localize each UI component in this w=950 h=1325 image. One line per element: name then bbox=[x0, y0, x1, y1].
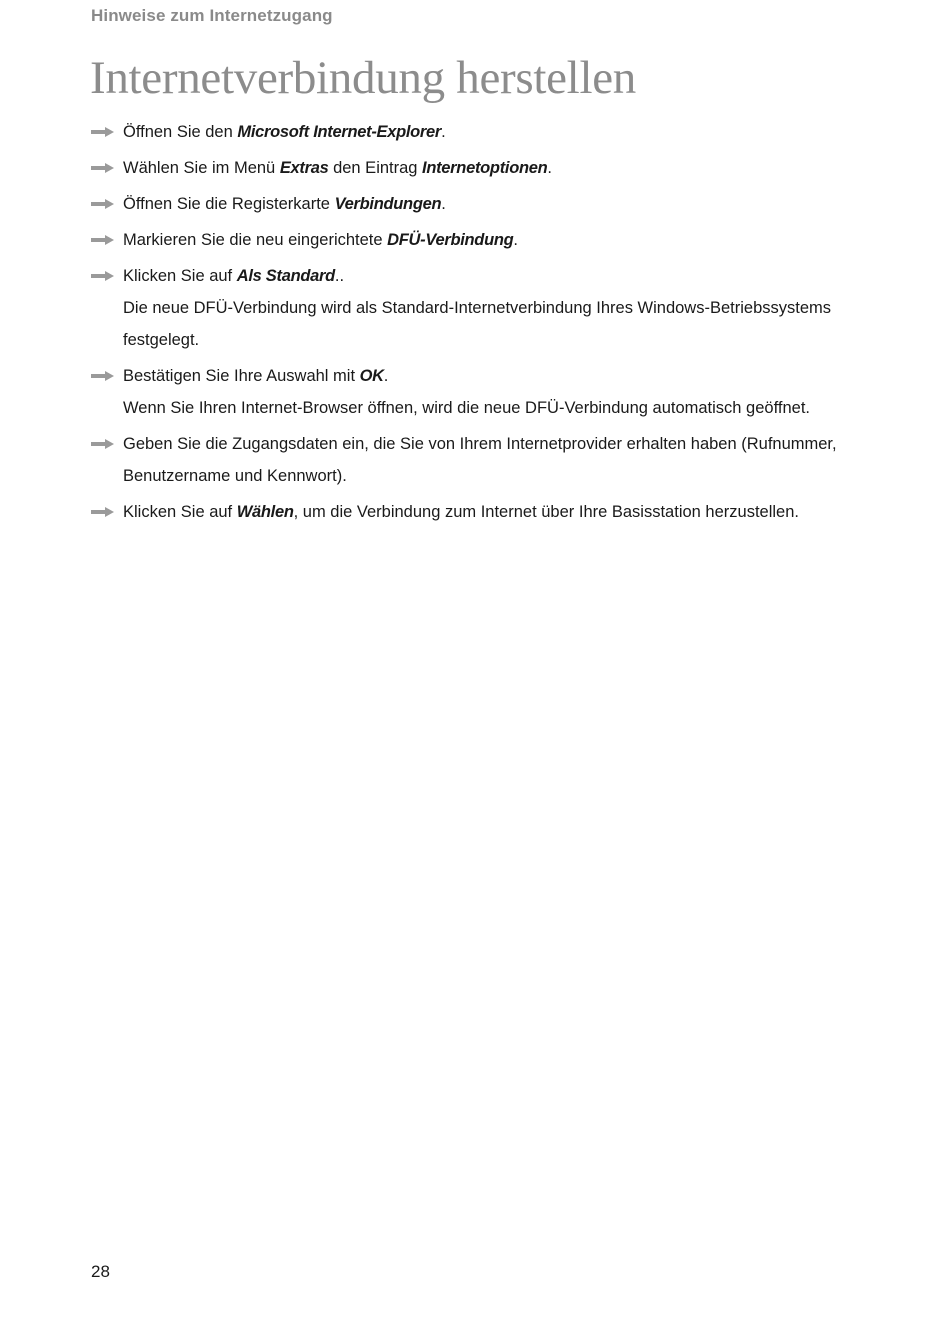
instruction-step bbox=[91, 224, 851, 256]
instruction-step bbox=[91, 496, 851, 528]
arrow-right-icon bbox=[91, 198, 115, 210]
instruction-step bbox=[91, 360, 851, 424]
step-text: . bbox=[547, 159, 552, 177]
step-text: Öffnen Sie die Registerkarte bbox=[123, 195, 335, 213]
arrow-right-icon bbox=[91, 126, 115, 138]
step-text: den Eintrag bbox=[328, 159, 423, 177]
step-ui-term: OK bbox=[359, 367, 384, 385]
page-title: Internetverbindung herstellen bbox=[90, 52, 636, 104]
arrow-right-icon bbox=[91, 162, 115, 174]
step-ui-term: Microsoft Internet-Explorer bbox=[237, 123, 442, 141]
step-text: Bestätigen Sie Ihre Auswahl mit bbox=[123, 367, 360, 385]
step-ui-term: Internetoptionen bbox=[422, 159, 548, 177]
step-text: Markieren Sie die neu eingerichtete bbox=[123, 231, 388, 249]
step-ui-term: Extras bbox=[279, 159, 329, 177]
step-ui-term: DFÜ-Verbindung bbox=[387, 231, 514, 249]
step-note: Die neue DFÜ-Verbindung wird als Standard-Internetverbindung Ihres Windows-Betriebssystems festgelegt. bbox=[123, 299, 832, 349]
step-note: Wenn Sie Ihren Internet-Browser öffnen, wird die neue DFÜ-Verbindung automatisch geöffnet. bbox=[123, 399, 810, 417]
instruction-step bbox=[91, 116, 851, 148]
step-text: Öffnen Sie den bbox=[123, 123, 238, 141]
arrow-right-icon bbox=[91, 270, 115, 282]
instruction-step bbox=[91, 428, 851, 492]
step-text: Klicken Sie auf bbox=[123, 503, 237, 521]
step-text: Geben Sie die Zugangsdaten ein, die Sie von Ihrem Internetprovider erhalten haben (Rufnummer, Benutzername und Kennwort). bbox=[123, 435, 837, 485]
instruction-list bbox=[91, 116, 851, 532]
step-ui-term: Als Standard bbox=[236, 267, 335, 285]
instruction-step bbox=[91, 260, 851, 356]
step-text: Wählen Sie im Menü bbox=[123, 159, 280, 177]
step-text: .. bbox=[334, 267, 345, 285]
step-text: . bbox=[383, 367, 389, 385]
page-number: 28 bbox=[91, 1262, 110, 1281]
arrow-right-icon bbox=[91, 370, 115, 382]
instruction-step bbox=[91, 188, 851, 220]
step-text: . bbox=[441, 195, 446, 213]
step-text: . bbox=[513, 231, 519, 249]
step-text: , um die Verbindung zum Internet über Ihre Basisstation herzustellen. bbox=[293, 503, 799, 521]
running-header: Hinweise zum Internetzugang bbox=[91, 6, 333, 25]
instruction-step bbox=[91, 152, 851, 184]
step-text: Klicken Sie auf bbox=[123, 267, 237, 285]
step-text: . bbox=[441, 123, 446, 141]
arrow-right-icon bbox=[91, 234, 115, 246]
arrow-right-icon bbox=[91, 506, 115, 518]
step-ui-term: Verbindungen bbox=[334, 195, 442, 213]
step-ui-term: Wählen bbox=[236, 503, 294, 521]
arrow-right-icon bbox=[91, 438, 115, 450]
